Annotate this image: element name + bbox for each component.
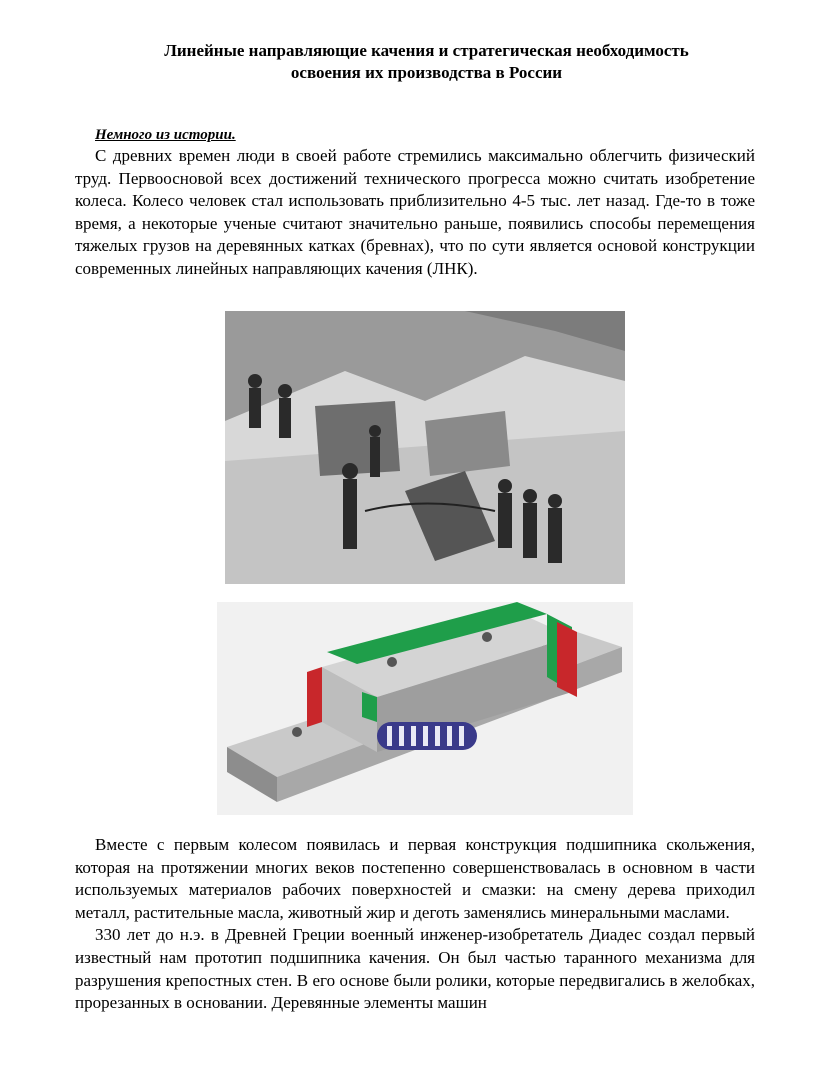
paragraph: Вместе с первым колесом появилась и первая конструкция подшипника скольжения, которая на протяжении многих веков постепенно совершенствовалась в основном в части используемых материалов рабочих поверхностей и смазки: на смену дерева приходил металл, растительные масла, животный жир и деготь заменялись минеральными маслами. bbox=[75, 835, 755, 922]
section-heading: Немного из истории. bbox=[95, 127, 236, 143]
paragraph: 330 лет до н.э. в Древней Греции военный инженер-изобретатель Диадес создал первый известный нам прототип подшипника качения. Он был частью таранного механизма для разрушения крепостных стен. В его основе были ролики, которые передвигались в желобках, прорезанных в основании. Деревянные элементы машин bbox=[75, 925, 755, 1013]
paragraph-block-2 bbox=[75, 834, 755, 1015]
paragraph: С древних времен люди в своей работе стремились максимально облегчить физический труд. Первоосновой всех достижений технического прогресса можно считать изобретение колеса. Колесо человек стал использовать приблизительно 4-5 тыс. лет назад. Где-то в тоже время, а некоторые ученые считают значительно раньше, появились способы перемещения тяжелых грузов на деревянных катках (бревнах), что по сути является основой конструкции современных линейных направляющих качения (ЛНК). bbox=[75, 146, 755, 278]
title-line-2: освоения их производства в России bbox=[290, 63, 563, 82]
document-title bbox=[0, 40, 817, 84]
historical-illustration-image bbox=[225, 311, 625, 584]
paragraph-block-1 bbox=[75, 145, 755, 281]
linear-guide-rail-image bbox=[217, 602, 633, 815]
title-line-1: Линейные направляющие качения и стратегическая необходимость bbox=[164, 41, 689, 60]
